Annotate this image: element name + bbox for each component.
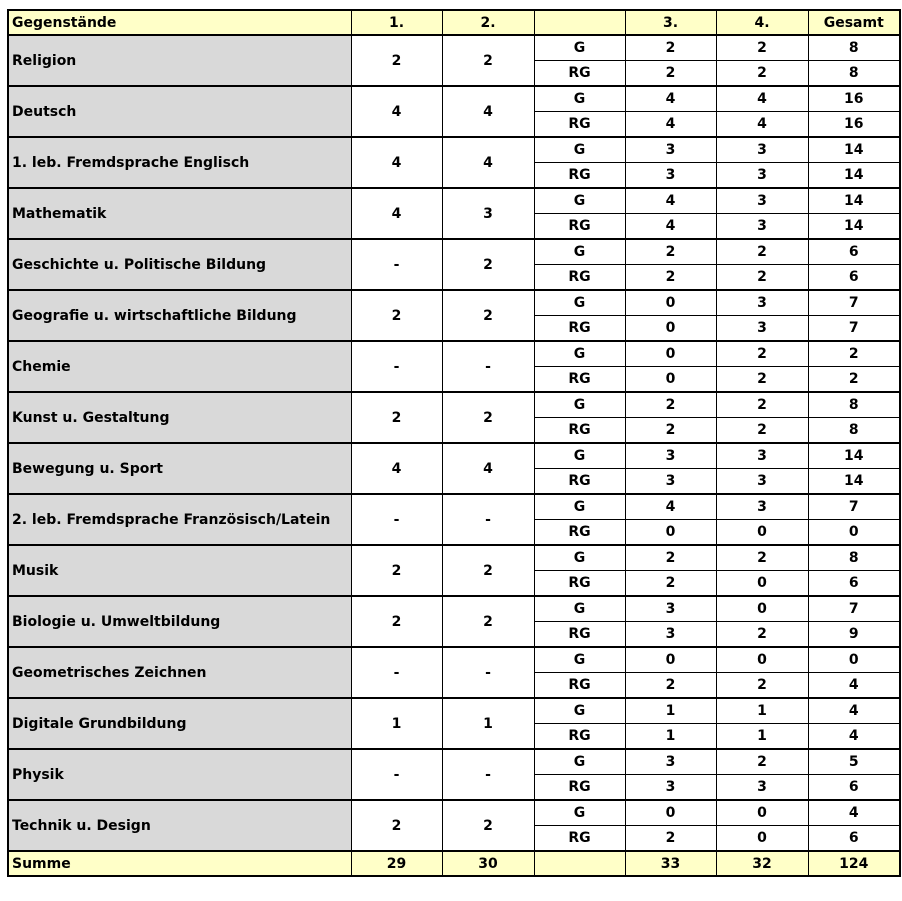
total-hours: 2 <box>808 341 900 367</box>
year-3-hours: 2 <box>625 418 716 444</box>
year-3-hours: 4 <box>625 188 716 214</box>
subject-name: Deutsch <box>8 86 351 137</box>
year-3-hours: 2 <box>625 826 716 852</box>
year-2-hours: 2 <box>442 35 534 86</box>
school-type-label: G <box>534 596 625 622</box>
total-hours: 4 <box>808 800 900 826</box>
year-3-hours: 3 <box>625 596 716 622</box>
subject-row <box>8 443 900 469</box>
header-total: Gesamt <box>808 10 900 35</box>
total-hours: 7 <box>808 290 900 316</box>
school-type-label: RG <box>534 367 625 393</box>
year-4-hours: 2 <box>716 545 808 571</box>
year-4-hours: 2 <box>716 392 808 418</box>
year-4-hours: 0 <box>716 826 808 852</box>
subject-name: Kunst u. Gestaltung <box>8 392 351 443</box>
school-type-label: RG <box>534 520 625 546</box>
subject-row <box>8 698 900 724</box>
subject-name: Geografie u. wirtschaftliche Bildung <box>8 290 351 341</box>
year-3-hours: 2 <box>625 392 716 418</box>
year-3-hours: 3 <box>625 775 716 801</box>
year-3-hours: 2 <box>625 571 716 597</box>
total-hours: 8 <box>808 35 900 61</box>
table-body <box>8 35 900 851</box>
year-4-hours: 0 <box>716 520 808 546</box>
year-3-hours: 0 <box>625 316 716 342</box>
subject-name: Geschichte u. Politische Bildung <box>8 239 351 290</box>
school-type-label: RG <box>534 469 625 495</box>
year-3-hours: 3 <box>625 622 716 648</box>
school-type-label: G <box>534 35 625 61</box>
school-type-label: RG <box>534 622 625 648</box>
year-4-hours: 3 <box>716 290 808 316</box>
year-3-hours: 1 <box>625 698 716 724</box>
school-type-label: RG <box>534 316 625 342</box>
header-year-1: 1. <box>351 10 442 35</box>
year-3-hours: 4 <box>625 86 716 112</box>
subject-name: Geometrisches Zeichnen <box>8 647 351 698</box>
school-type-label: G <box>534 188 625 214</box>
school-type-label: RG <box>534 214 625 240</box>
curriculum-table <box>7 9 901 877</box>
total-hours: 8 <box>808 392 900 418</box>
total-hours: 6 <box>808 265 900 291</box>
total-hours: 0 <box>808 647 900 673</box>
year-4-hours: 2 <box>716 749 808 775</box>
school-type-label: G <box>534 341 625 367</box>
subject-row <box>8 239 900 265</box>
school-type-label: G <box>534 545 625 571</box>
school-type-label: RG <box>534 673 625 699</box>
year-3-hours: 3 <box>625 749 716 775</box>
year-1-hours: 4 <box>351 86 442 137</box>
year-4-hours: 4 <box>716 86 808 112</box>
year-4-hours: 0 <box>716 800 808 826</box>
total-hours: 7 <box>808 494 900 520</box>
year-4-hours: 1 <box>716 724 808 750</box>
year-4-hours: 2 <box>716 239 808 265</box>
header-type <box>534 10 625 35</box>
year-2-hours: 4 <box>442 86 534 137</box>
year-2-hours: - <box>442 749 534 800</box>
year-2-hours: 1 <box>442 698 534 749</box>
subject-name: Physik <box>8 749 351 800</box>
school-type-label: RG <box>534 112 625 138</box>
year-2-hours: 4 <box>442 443 534 494</box>
year-2-hours: 2 <box>442 392 534 443</box>
school-type-label: G <box>534 698 625 724</box>
year-3-hours: 2 <box>625 545 716 571</box>
subject-name: 2. leb. Fremdsprache Französisch/Latein <box>8 494 351 545</box>
header-subject: Gegenstände <box>8 10 351 35</box>
subject-name: 1. leb. Fremdsprache Englisch <box>8 137 351 188</box>
year-2-hours: 2 <box>442 545 534 596</box>
header-year-3: 3. <box>625 10 716 35</box>
year-2-hours: 2 <box>442 800 534 851</box>
total-hours: 6 <box>808 826 900 852</box>
year-1-hours: 2 <box>351 392 442 443</box>
year-4-hours: 3 <box>716 469 808 495</box>
sum-type <box>534 851 625 876</box>
year-4-hours: 1 <box>716 698 808 724</box>
year-2-hours: - <box>442 647 534 698</box>
year-4-hours: 4 <box>716 112 808 138</box>
total-hours: 4 <box>808 698 900 724</box>
year-4-hours: 2 <box>716 61 808 87</box>
total-hours: 16 <box>808 86 900 112</box>
subject-row <box>8 392 900 418</box>
year-3-hours: 3 <box>625 137 716 163</box>
year-3-hours: 0 <box>625 290 716 316</box>
year-3-hours: 0 <box>625 341 716 367</box>
school-type-label: RG <box>534 775 625 801</box>
year-3-hours: 0 <box>625 367 716 393</box>
school-type-label: G <box>534 137 625 163</box>
year-4-hours: 3 <box>716 188 808 214</box>
school-type-label: G <box>534 494 625 520</box>
total-hours: 7 <box>808 596 900 622</box>
subject-row <box>8 341 900 367</box>
year-4-hours: 3 <box>716 214 808 240</box>
total-hours: 2 <box>808 367 900 393</box>
header-year-2: 2. <box>442 10 534 35</box>
sum-year-1: 29 <box>351 851 442 876</box>
school-type-label: G <box>534 392 625 418</box>
year-4-hours: 2 <box>716 265 808 291</box>
subject-row <box>8 290 900 316</box>
year-1-hours: 2 <box>351 800 442 851</box>
year-3-hours: 0 <box>625 520 716 546</box>
year-2-hours: - <box>442 494 534 545</box>
subject-row <box>8 800 900 826</box>
total-hours: 4 <box>808 673 900 699</box>
sum-year-4: 32 <box>716 851 808 876</box>
school-type-label: G <box>534 800 625 826</box>
subject-name: Biologie u. Umweltbildung <box>8 596 351 647</box>
year-3-hours: 0 <box>625 647 716 673</box>
year-1-hours: 2 <box>351 35 442 86</box>
subject-row <box>8 749 900 775</box>
school-type-label: RG <box>534 61 625 87</box>
school-type-label: RG <box>534 724 625 750</box>
header-year-4: 4. <box>716 10 808 35</box>
year-1-hours: 1 <box>351 698 442 749</box>
year-2-hours: 2 <box>442 596 534 647</box>
year-4-hours: 2 <box>716 35 808 61</box>
sum-year-2: 30 <box>442 851 534 876</box>
year-1-hours: 4 <box>351 188 442 239</box>
year-3-hours: 0 <box>625 800 716 826</box>
total-hours: 8 <box>808 545 900 571</box>
school-type-label: G <box>534 443 625 469</box>
year-4-hours: 3 <box>716 443 808 469</box>
year-3-hours: 4 <box>625 494 716 520</box>
year-1-hours: 4 <box>351 443 442 494</box>
school-type-label: RG <box>534 418 625 444</box>
year-2-hours: 3 <box>442 188 534 239</box>
total-hours: 16 <box>808 112 900 138</box>
total-hours: 6 <box>808 239 900 265</box>
total-hours: 0 <box>808 520 900 546</box>
total-hours: 8 <box>808 61 900 87</box>
year-3-hours: 2 <box>625 673 716 699</box>
year-4-hours: 2 <box>716 341 808 367</box>
total-hours: 4 <box>808 724 900 750</box>
total-hours: 6 <box>808 775 900 801</box>
subject-row <box>8 35 900 61</box>
school-type-label: RG <box>534 826 625 852</box>
subject-name: Musik <box>8 545 351 596</box>
year-3-hours: 3 <box>625 163 716 189</box>
school-type-label: G <box>534 239 625 265</box>
total-hours: 7 <box>808 316 900 342</box>
year-4-hours: 2 <box>716 673 808 699</box>
school-type-label: G <box>534 86 625 112</box>
subject-row <box>8 545 900 571</box>
school-type-label: RG <box>534 163 625 189</box>
total-hours: 8 <box>808 418 900 444</box>
subject-row <box>8 188 900 214</box>
subject-row <box>8 647 900 673</box>
total-hours: 14 <box>808 443 900 469</box>
year-4-hours: 0 <box>716 571 808 597</box>
year-1-hours: - <box>351 647 442 698</box>
subject-name: Chemie <box>8 341 351 392</box>
school-type-label: G <box>534 290 625 316</box>
subject-row <box>8 596 900 622</box>
year-4-hours: 3 <box>716 494 808 520</box>
year-2-hours: 2 <box>442 239 534 290</box>
year-2-hours: 2 <box>442 290 534 341</box>
year-2-hours: - <box>442 341 534 392</box>
total-hours: 14 <box>808 469 900 495</box>
year-3-hours: 4 <box>625 112 716 138</box>
school-type-label: RG <box>534 571 625 597</box>
year-3-hours: 4 <box>625 214 716 240</box>
year-4-hours: 3 <box>716 163 808 189</box>
year-3-hours: 2 <box>625 265 716 291</box>
sum-label: Summe <box>8 851 351 876</box>
subject-name: Mathematik <box>8 188 351 239</box>
sum-total: 124 <box>808 851 900 876</box>
total-hours: 14 <box>808 137 900 163</box>
subject-name: Bewegung u. Sport <box>8 443 351 494</box>
year-4-hours: 3 <box>716 316 808 342</box>
sum-year-3: 33 <box>625 851 716 876</box>
year-4-hours: 2 <box>716 622 808 648</box>
school-type-label: G <box>534 749 625 775</box>
subject-row <box>8 86 900 112</box>
year-1-hours: 4 <box>351 137 442 188</box>
subject-row <box>8 494 900 520</box>
school-type-label: RG <box>534 265 625 291</box>
year-4-hours: 2 <box>716 367 808 393</box>
year-3-hours: 3 <box>625 469 716 495</box>
year-3-hours: 3 <box>625 443 716 469</box>
year-1-hours: 2 <box>351 545 442 596</box>
total-hours: 6 <box>808 571 900 597</box>
year-1-hours: - <box>351 749 442 800</box>
year-4-hours: 0 <box>716 596 808 622</box>
year-1-hours: 2 <box>351 290 442 341</box>
total-hours: 14 <box>808 214 900 240</box>
subject-row <box>8 137 900 163</box>
subject-name: Technik u. Design <box>8 800 351 851</box>
year-4-hours: 3 <box>716 137 808 163</box>
total-hours: 5 <box>808 749 900 775</box>
total-hours: 9 <box>808 622 900 648</box>
year-1-hours: - <box>351 494 442 545</box>
header-row <box>8 10 900 35</box>
year-2-hours: 4 <box>442 137 534 188</box>
year-1-hours: 2 <box>351 596 442 647</box>
subject-name: Religion <box>8 35 351 86</box>
year-1-hours: - <box>351 239 442 290</box>
year-4-hours: 0 <box>716 647 808 673</box>
year-3-hours: 1 <box>625 724 716 750</box>
year-4-hours: 3 <box>716 775 808 801</box>
year-4-hours: 2 <box>716 418 808 444</box>
sum-row <box>8 851 900 876</box>
total-hours: 14 <box>808 163 900 189</box>
school-type-label: G <box>534 647 625 673</box>
subject-name: Digitale Grundbildung <box>8 698 351 749</box>
year-3-hours: 2 <box>625 35 716 61</box>
year-3-hours: 2 <box>625 239 716 265</box>
total-hours: 14 <box>808 188 900 214</box>
year-1-hours: - <box>351 341 442 392</box>
year-3-hours: 2 <box>625 61 716 87</box>
